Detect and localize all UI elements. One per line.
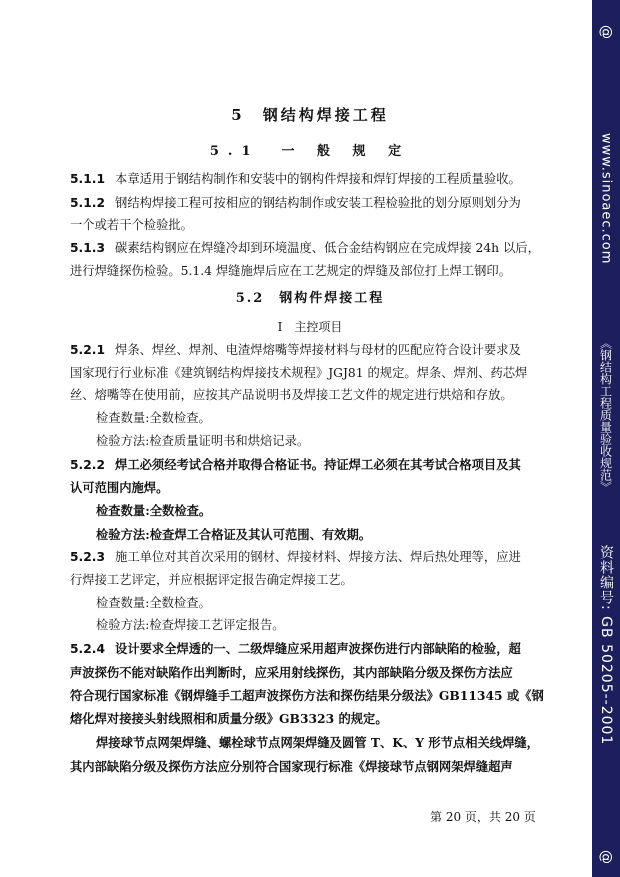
clause-5-2-4-cont-2: 符合现行国家标准《钢焊缝手工超声波探伤方法和探伤结果分级法》GB11345 或《钢	[70, 688, 544, 703]
clause-5-2-4: 5.2.4 设计要求全焊透的一、二级焊缝应采用超声波探伤进行内部缺陷的检验，超	[70, 641, 521, 656]
section-title-general: 5.1 一 般 规 定	[209, 144, 411, 159]
check-quantity-5-2-3: 检查数量:全数检查。	[96, 596, 211, 610]
website-link[interactable]: www.sinoaec.com	[598, 133, 614, 265]
check-method-5-2-2: 检验方法:检查焊工合格证及其认可范围、有效期。	[96, 527, 372, 542]
clause-5-1-1: 5.1.1 本章适用于钢结构制作和安装中的钢构件焊接和焊钉焊接的工程质量验收。	[70, 172, 521, 186]
clause-5-1-2-cont: 一个或若干个检验批。	[70, 218, 193, 232]
standard-number: 资料编号: GB 50205--2001	[598, 544, 614, 746]
section-title-welding: 5.2 钢构件焊接工程	[235, 291, 385, 306]
document-title-vertical: 《钢结构工程质量验收规范》	[598, 337, 613, 493]
at-icon: @	[598, 25, 614, 39]
clause-5-2-2: 5.2.2 焊工必须经考试合格并取得合格证书。持证焊工必须在其考试合格项目及其	[70, 457, 521, 472]
clause-5-2-4-cont-1: 声波探伤不能对缺陷作出判断时，应采用射线探伤，其内部缺陷分级及探伤方法应	[70, 665, 513, 680]
clause-5-2-4-para-2: 焊接球节点网架焊缝、螺栓球节点网架焊缝及圆管 T、K、Y 形节点相关线焊缝，	[96, 735, 539, 750]
clause-5-2-2-cont: 认可范围内施焊。	[70, 480, 169, 495]
check-quantity-5-2-2: 检查数量:全数检查。	[96, 503, 212, 518]
clause-5-2-3-cont: 行焊接工艺评定，并应根据评定报告确定焊接工艺。	[70, 573, 353, 587]
sidebar-banner	[592, 0, 620, 877]
check-method-5-2-3: 检验方法:检查焊接工艺评定报告。	[96, 618, 285, 632]
clause-5-1-3: 5.1.3 碳素结构钢应在焊缝冷却到环境温度、低合金结构钢应在完成焊接 24h 以后，	[70, 241, 540, 255]
clause-5-1-2: 5.1.2 钢结构焊接工程可按相应的钢结构制作或安装工程检验批的划分原则划分为	[70, 196, 521, 210]
clause-5-2-1: 5.2.1 焊条、焊丝、焊剂、电渣焊熔嘴等焊接材料与母材的匹配应符合设计要求及	[70, 343, 521, 357]
clause-5-2-1-cont-2: 丝、熔嘴等在使用前，应按其产品说明书及焊接工艺文件的规定进行烘焙和存放。	[70, 388, 513, 402]
page-number: 第 20 页，共 20 页	[430, 810, 536, 824]
clause-5-2-1-cont-1: 国家现行行业标准《建筑钢结构焊接技术规程》JGJ81 的规定。焊条、焊剂、药芯焊	[70, 366, 528, 380]
clause-5-2-4-cont-3: 熔化焊对接接头射线照相和质量分级》GB3323 的规定。	[70, 711, 388, 726]
clause-5-2-4-para-2-cont: 其内部缺陷分级及探伤方法应分别符合国家现行标准《焊接球节点钢网架焊缝超声	[70, 759, 513, 774]
chapter-title: 5 钢结构焊接工程	[231, 106, 389, 124]
clause-5-1-3-cont: 进行焊缝探伤检验。5.1.4 焊缝施焊后应在工艺规定的焊缝及部位打上焊工钢印。	[70, 264, 511, 278]
at-icon-bottom: @	[598, 850, 614, 864]
clause-5-2-3: 5.2.3 施工单位对其首次采用的钢材、焊接材料、焊接方法、焊后热处理等，应进	[70, 550, 521, 564]
subsection-title-main-items: Ⅰ 主控项目	[277, 320, 343, 334]
check-method-5-2-1: 检验方法:检查质量证明书和烘焙记录。	[96, 434, 310, 448]
check-quantity-5-2-1: 检查数量:全数检查。	[96, 411, 211, 425]
